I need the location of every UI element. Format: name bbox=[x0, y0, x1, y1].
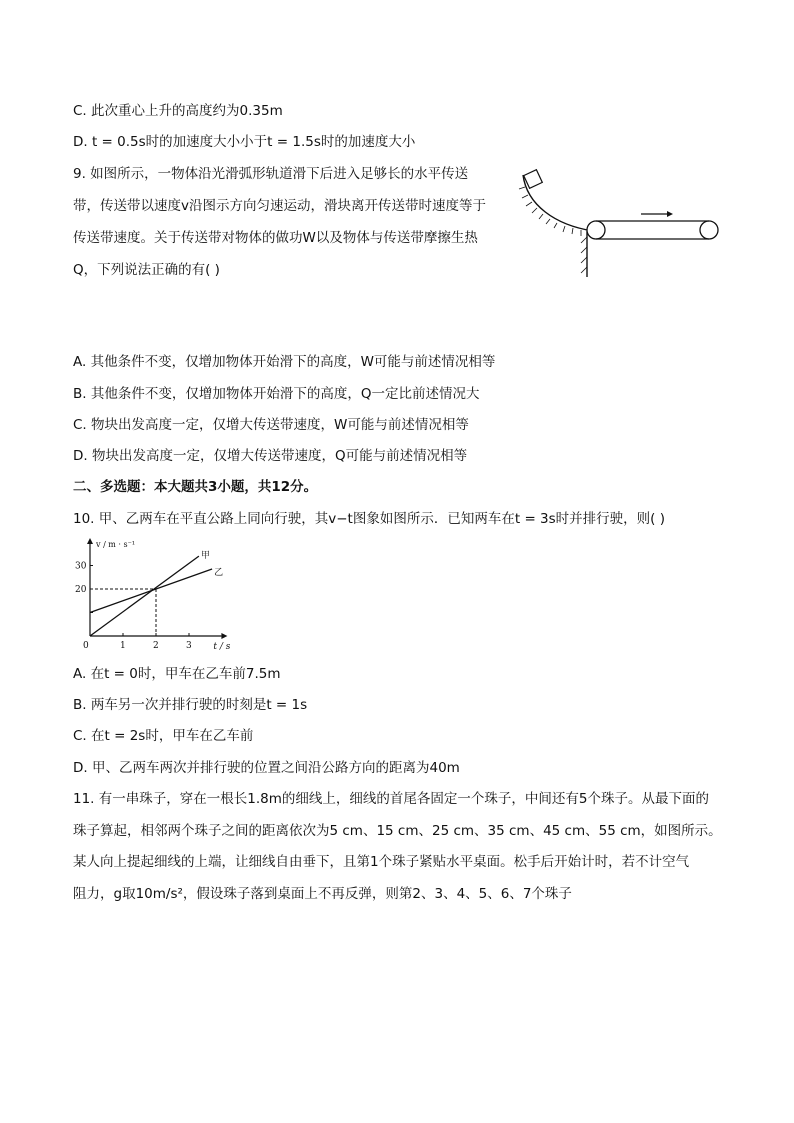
y-tick-label: 20 bbox=[75, 585, 87, 595]
question-11-line2: 珠子算起，相邻两个珠子之间的距离依次为5 cm、15 cm、25 cm、35 cm、45 cm、55 cm，如图所示。 bbox=[73, 823, 722, 839]
option-a-q9: A. 其他条件不变，仅增加物体开始滑下的高度，W可能与前述情况相等 bbox=[73, 354, 496, 370]
option-c-q10: C. 在t = 2s时，甲车在乙车前 bbox=[73, 728, 254, 744]
section-heading-multi-choice: 二、多选题：本大题共3小题，共12分。 bbox=[73, 479, 318, 495]
y-tick-label: 30 bbox=[75, 561, 87, 572]
wall-hatching bbox=[581, 237, 587, 273]
question-9-line2: 带，传送带以速度v沿图示方向匀速运动，滑块离开传送带时速度等于 bbox=[73, 198, 486, 214]
x-tick-label: 0 bbox=[83, 641, 89, 651]
option-d-q8: D. t = 0.5s时的加速度大小小于t = 1.5s时的加速度大小 bbox=[73, 134, 416, 150]
x-axis-label: t / s bbox=[213, 642, 230, 652]
arrow-right-icon bbox=[641, 211, 673, 217]
vt-chart bbox=[70, 536, 230, 656]
option-b-q9: B. 其他条件不变，仅增加物体开始滑下的高度，Q一定比前述情况大 bbox=[73, 386, 480, 402]
series-line-1 bbox=[90, 569, 212, 612]
question-11-line3: 某人向上提起细线的上端，让细线自由垂下，且第1个珠子紧贴水平桌面。松手后开始计时，若不计空气 bbox=[73, 854, 690, 870]
question-11-line1: 11. 有一串珠子，穿在一根长1.8m的细线上，细线的首尾各固定一个珠子，中间还有5个珠子。从最下面的 bbox=[73, 791, 709, 807]
question-11-line4: 阻力，g取10m/s²，假设珠子落到桌面上不再反弹，则第2、3、4、5、6、7个珠子 bbox=[73, 886, 572, 902]
y-axis-label: v / m · s⁻¹ bbox=[96, 540, 136, 549]
track-hatching bbox=[519, 187, 581, 236]
option-a-q10: A. 在t = 0时，甲车在乙车前7.5m bbox=[73, 666, 281, 682]
question-9-line3: 传送带速度。关于传送带对物体的做功W以及物体与传送带摩擦生热 bbox=[73, 230, 478, 246]
x-tick-label: 2 bbox=[153, 641, 159, 651]
option-d-q10: D. 甲、乙两车两次并排行驶的位置之间沿公路方向的距离为40m bbox=[73, 760, 460, 776]
y-axis-arrow bbox=[87, 538, 93, 544]
option-d-q9: D. 物块出发高度一定，仅增大传送带速度，Q可能与前述情况相等 bbox=[73, 448, 468, 464]
series-line-0 bbox=[90, 556, 199, 636]
x-tick-label: 3 bbox=[186, 641, 192, 651]
question-9-line1: 9. 如图所示，一物体沿光滑弧形轨道滑下后进入足够长的水平传送 bbox=[73, 166, 469, 182]
series-label-0: 甲 bbox=[200, 551, 210, 562]
sliding-block bbox=[524, 170, 543, 189]
option-c-q9: C. 物块出发高度一定，仅增大传送带速度，W可能与前述情况相等 bbox=[73, 417, 469, 433]
option-c-q8: C. 此次重心上升的高度约为0.35m bbox=[73, 103, 283, 119]
question-9-line4: Q，下列说法正确的有( ) bbox=[73, 262, 220, 278]
conveyor-belt-figure bbox=[515, 165, 725, 280]
series-label-1: 乙 bbox=[214, 568, 224, 579]
x-axis-arrow bbox=[221, 633, 227, 639]
option-b-q10: B. 两车另一次并排行驶的时刻是t = 1s bbox=[73, 697, 308, 713]
x-tick-label: 1 bbox=[120, 641, 126, 651]
question-10: 10. 甲、乙两车在平直公路上同向行驶，其v−t图象如图所示．已知两车在t = 3s时并排行驶，则( ) bbox=[73, 511, 665, 527]
